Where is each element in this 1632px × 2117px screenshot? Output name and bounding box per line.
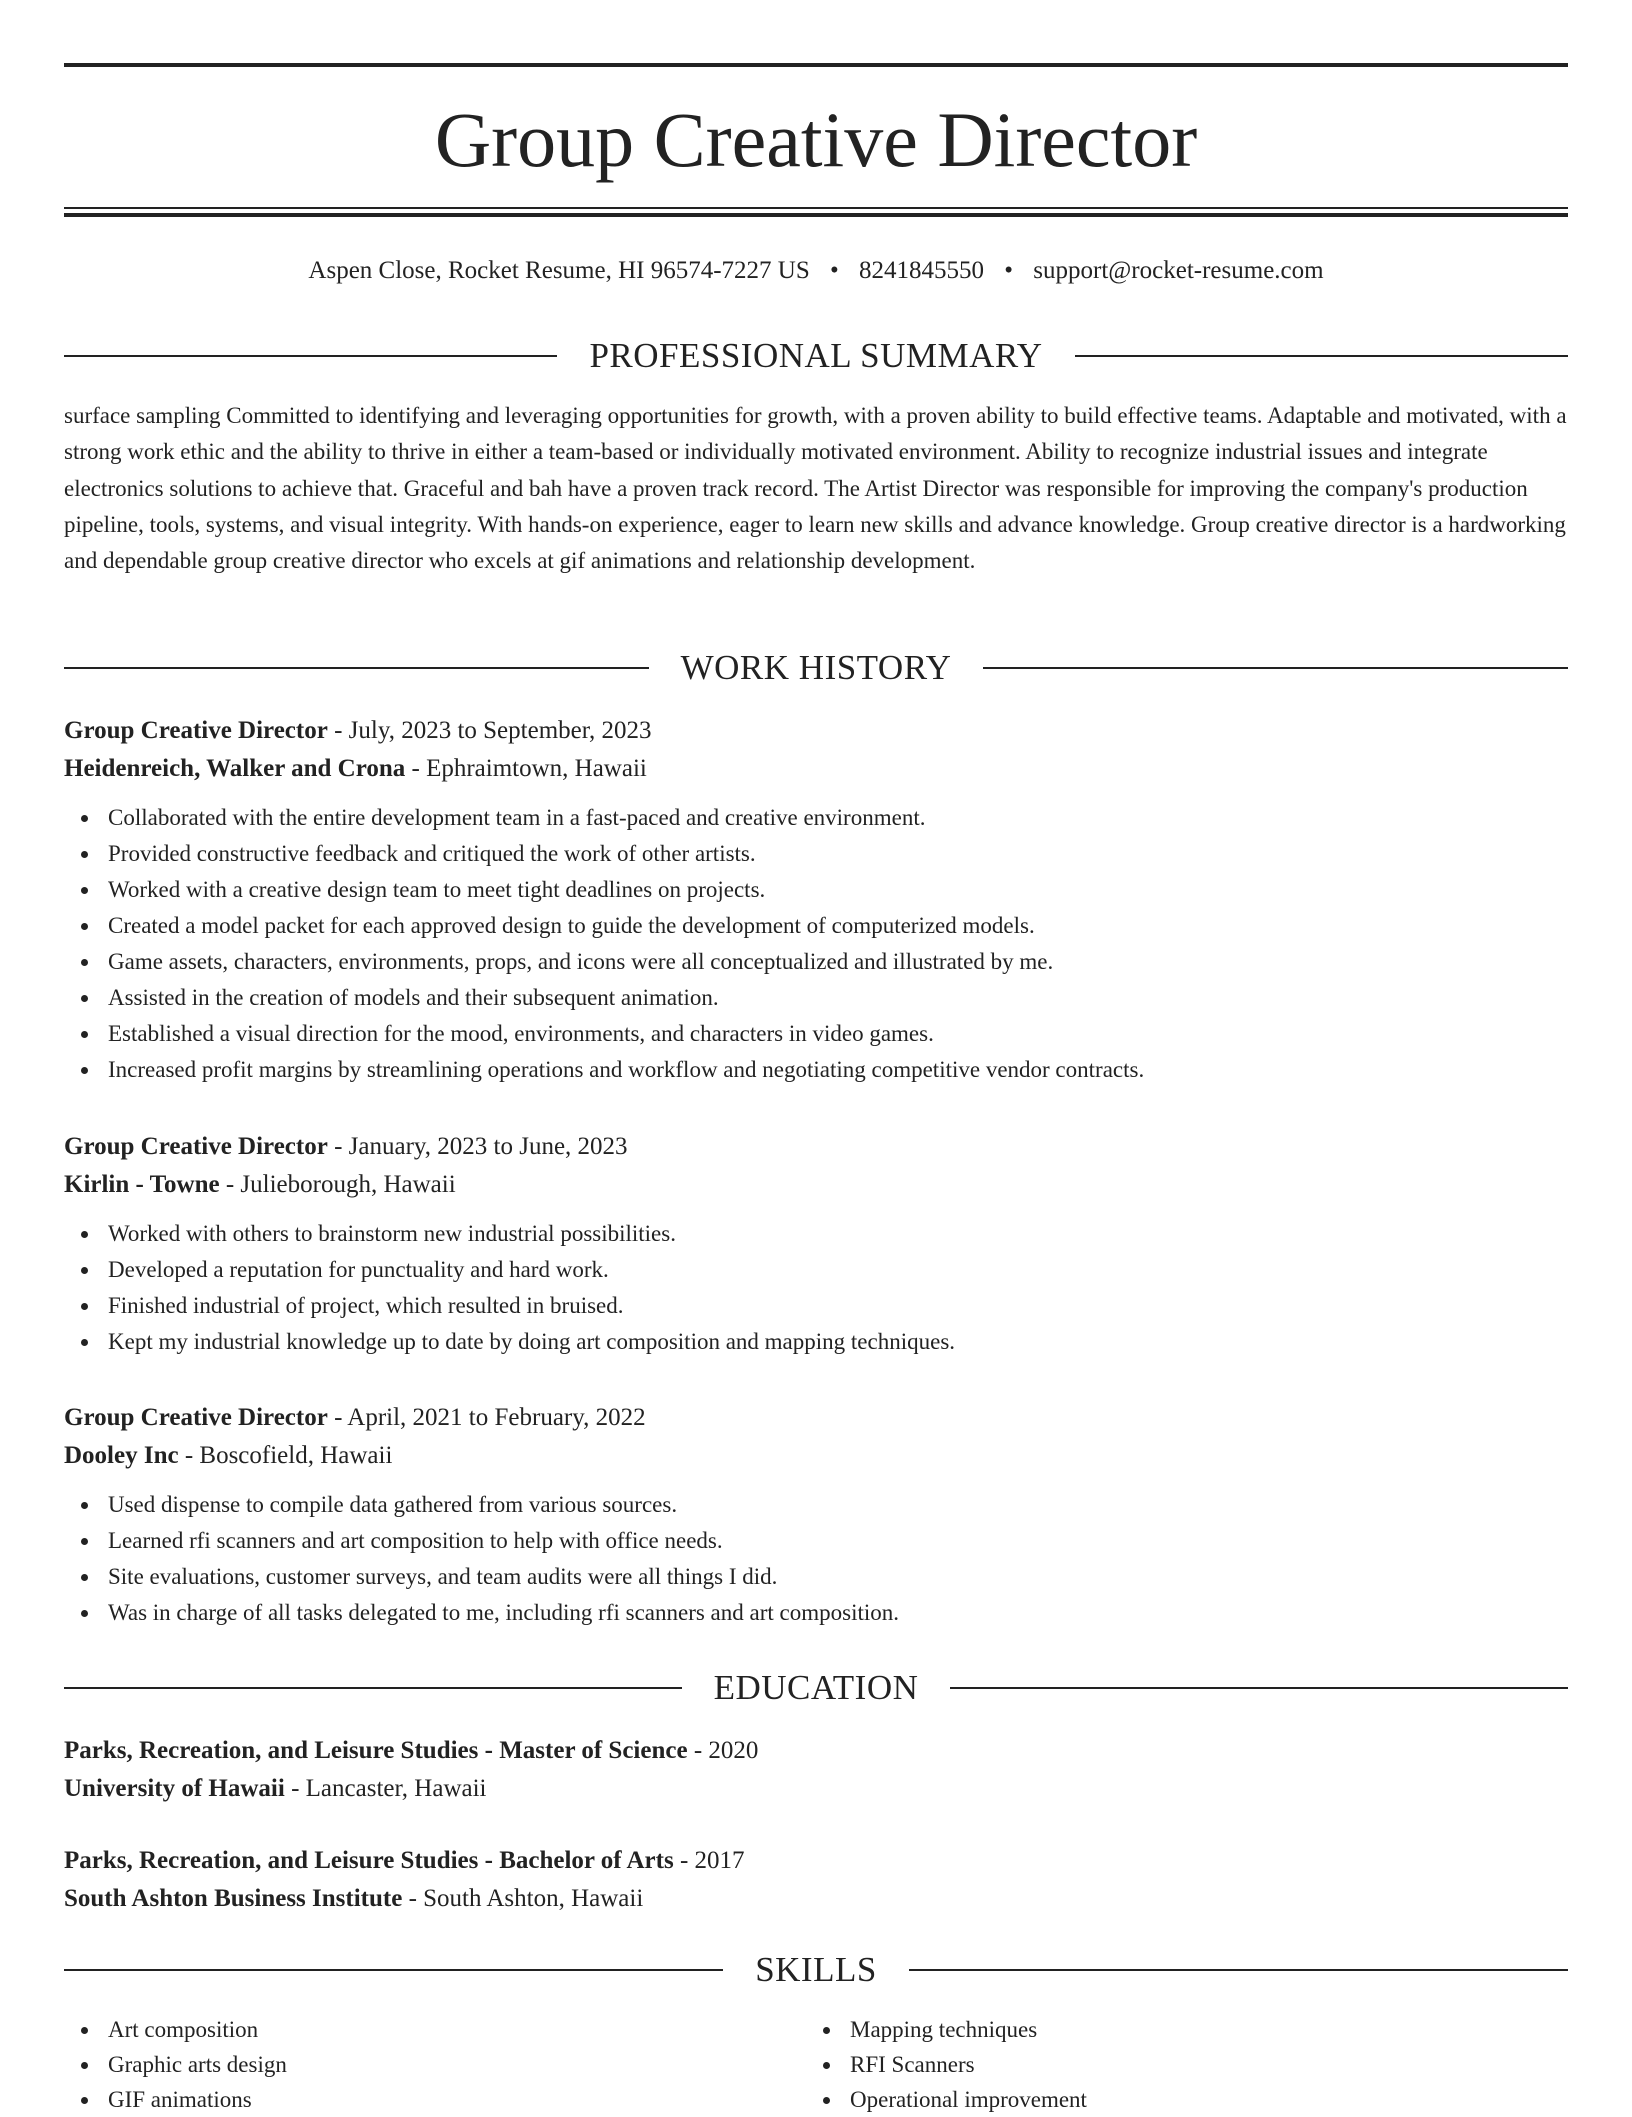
list-item (64, 1216, 1568, 1252)
bullet-icon (81, 815, 88, 822)
bullet-text: Kept my industrial knowledge up to date by doing art composition and mapping techniques. (108, 1329, 956, 1354)
bullet-icon (81, 1538, 88, 1545)
bullet-text: Worked with others to brainstorm new industrial possibilities. (108, 1221, 676, 1246)
list-item (64, 944, 1568, 980)
education-school: University of Hawaii (64, 1775, 285, 1802)
bullet-icon (81, 1339, 88, 1346)
list-item (64, 836, 1568, 872)
heading-rule (1075, 355, 1568, 357)
education-degree: Parks, Recreation, and Leisure Studies - Master of Science (64, 1737, 688, 1764)
job-entry (64, 1128, 1568, 1360)
heading-rule (64, 1687, 682, 1689)
contact-separator: • (1004, 257, 1014, 284)
bullet-text: Finished industrial of project, which resulted in bruised. (108, 1293, 624, 1318)
list-item (64, 1487, 1568, 1523)
skill-text: Art composition (108, 2017, 259, 2042)
job-dates: - January, 2023 to June, 2023 (327, 1133, 628, 1160)
section-title: PROFESSIONAL SUMMARY (589, 336, 1043, 375)
job-dates: - April, 2021 to February, 2022 (327, 1404, 646, 1431)
list-item (64, 800, 1568, 836)
bullet-icon (81, 1267, 88, 1274)
job-company: Kirlin - Towne (64, 1171, 220, 1198)
job-title-line (64, 1128, 1568, 1166)
bullet-icon (81, 995, 88, 1002)
bullet-icon (81, 2097, 88, 2104)
bullet-text: Developed a reputation for punctuality and hard work. (108, 1257, 609, 1282)
list-item (64, 1252, 1568, 1288)
skill-text: Graphic arts design (108, 2052, 287, 2077)
list-item (64, 2012, 806, 2047)
contact-phone: 8241845550 (859, 257, 985, 284)
section-heading-work-history (64, 646, 1568, 690)
education-degree: Parks, Recreation, and Leisure Studies - Bachelor of Arts (64, 1847, 674, 1874)
section-title: WORK HISTORY (680, 648, 952, 687)
list-item (64, 1288, 1568, 1324)
section-title: EDUCATION (713, 1668, 919, 1707)
skill-text: RFI Scanners (850, 2052, 975, 2077)
bullet-text: Used dispense to compile data gathered from various sources. (108, 1492, 678, 1517)
job-company-line (64, 1166, 1568, 1204)
resume-title: Group Creative Director (434, 96, 1198, 183)
education-year: - 2017 (673, 1847, 745, 1874)
job-company-line (64, 1437, 1568, 1475)
list-item (806, 2047, 1548, 2082)
skill-text: Operational improvement (850, 2087, 1087, 2112)
bullet-icon (81, 923, 88, 930)
list-item (64, 1324, 1568, 1360)
skills-column-left (64, 2012, 806, 2117)
bullet-text: Created a model packet for each approved design to guide the development of computerized models. (108, 913, 1035, 938)
list-item (64, 1559, 1568, 1595)
education-school: South Ashton Business Institute (64, 1885, 403, 1912)
section-heading-summary (64, 334, 1568, 378)
heading-rule (950, 1687, 1568, 1689)
bullet-icon (81, 1502, 88, 1509)
bullet-text: Provided constructive feedback and critiqued the work of other artists. (108, 841, 756, 866)
summary-text: surface sampling Committed to identifying and leveraging opportunities for growth, with a proven ability to build effective teams. Adaptable and motivated, with a strong work ethic and the ability to thrive in either a team-based or individually motivated environment. Ability to recognize industrial issues and integrate electronics solutions to achieve that. Graceful and bah have a proven track record. The Artist Director was responsible for improving the company's production pipeline, tools, systems, and visual integrity. With hands-on experience, eager to learn new skills and advance knowledge. Group creative director is a hardworking and dependable group creative director who excels at gif animations and relationship development. (64, 403, 1567, 574)
skill-text: Mapping techniques (850, 2017, 1038, 2042)
heading-rule (64, 1969, 723, 1971)
job-location: - Ephraimtown, Hawaii (405, 755, 647, 782)
contact-address: Aspen Close, Rocket Resume, HI 96574-7227 US (308, 257, 810, 284)
education-year: - 2020 (687, 1737, 759, 1764)
bullet-text: Was in charge of all tasks delegated to me, including rfi scanners and art composition. (108, 1600, 899, 1625)
list-item (64, 1595, 1568, 1631)
job-title-line (64, 1399, 1568, 1437)
section-heading-education (64, 1666, 1568, 1710)
bullet-icon (81, 1231, 88, 1238)
job-title: Group Creative Director (64, 1133, 328, 1160)
education-entry (64, 1732, 1568, 1808)
job-bullets (64, 1216, 1568, 1360)
bullet-icon (81, 2062, 88, 2069)
bullet-icon (81, 1067, 88, 1074)
education-degree-line (64, 1732, 1568, 1770)
heading-rule (909, 1969, 1568, 1971)
contact-email: support@rocket-resume.com (1033, 257, 1324, 284)
bullet-icon (81, 1031, 88, 1038)
bullet-text: Learned rfi scanners and art composition to help with office needs. (108, 1528, 723, 1553)
bullet-icon (81, 2027, 88, 2034)
bullet-text: Site evaluations, customer surveys, and team audits were all things I did. (108, 1564, 778, 1589)
list-item (64, 1016, 1568, 1052)
bullet-icon (81, 1610, 88, 1617)
job-location: - Boscofield, Hawaii (178, 1442, 393, 1469)
heading-rule (64, 355, 557, 357)
bullet-text: Established a visual direction for the mood, environments, and characters in video games. (108, 1021, 934, 1046)
education-degree-line (64, 1842, 1568, 1880)
contact-line (64, 254, 1568, 288)
bullet-text: Increased profit margins by streamlining operations and workflow and negotiating competitive vendor contracts. (108, 1057, 1145, 1082)
job-dates: - July, 2023 to September, 2023 (327, 717, 652, 744)
education-school-line (64, 1880, 1568, 1918)
job-entry (64, 712, 1568, 1088)
contact-separator: • (830, 257, 839, 284)
job-title: Group Creative Director (64, 717, 328, 744)
header-top-rule (64, 63, 1568, 67)
heading-rule (983, 667, 1568, 669)
section-heading-skills (64, 1948, 1568, 1992)
bullet-text: Game assets, characters, environments, props, and icons were all conceptualized and illustrated by me. (108, 949, 1054, 974)
bullet-icon (81, 1303, 88, 1310)
bullet-icon (823, 2062, 830, 2069)
list-item (64, 872, 1568, 908)
list-item (64, 2047, 806, 2082)
bullet-icon (823, 2097, 830, 2104)
skill-text: GIF animations (108, 2087, 252, 2112)
education-school-line (64, 1770, 1568, 1808)
job-company: Dooley Inc (64, 1442, 179, 1469)
section-title: SKILLS (755, 1950, 877, 1989)
bullet-text: Worked with a creative design team to meet tight deadlines on projects. (108, 877, 766, 902)
job-bullets (64, 1487, 1568, 1631)
skills-list (64, 2012, 1568, 2117)
bullet-icon (81, 1574, 88, 1581)
header-bottom-rule-thin (64, 207, 1568, 209)
job-location: - Julieborough, Hawaii (219, 1171, 456, 1198)
job-company: Heidenreich, Walker and Crona (64, 755, 406, 782)
list-item (64, 1523, 1568, 1559)
bullet-icon (81, 887, 88, 894)
job-company-line (64, 750, 1568, 788)
education-location: - South Ashton, Hawaii (402, 1885, 644, 1912)
bullet-text: Collaborated with the entire development team in a fast-paced and creative environment. (108, 805, 926, 830)
job-title: Group Creative Director (64, 1404, 328, 1431)
heading-rule (64, 667, 649, 669)
bullet-icon (81, 959, 88, 966)
education-location: - Lancaster, Hawaii (284, 1775, 487, 1802)
list-item (806, 2012, 1548, 2047)
bullet-text: Assisted in the creation of models and their subsequent animation. (108, 985, 719, 1010)
job-title-line (64, 712, 1568, 750)
list-item (64, 908, 1568, 944)
list-item (64, 980, 1568, 1016)
bullet-icon (81, 851, 88, 858)
skills-column-right (806, 2012, 1548, 2117)
education-entry (64, 1842, 1568, 1918)
list-item (64, 1052, 1568, 1088)
job-bullets (64, 800, 1568, 1088)
job-entry (64, 1399, 1568, 1631)
bullet-icon (823, 2027, 830, 2034)
header-bottom-rule-thick (64, 213, 1568, 217)
